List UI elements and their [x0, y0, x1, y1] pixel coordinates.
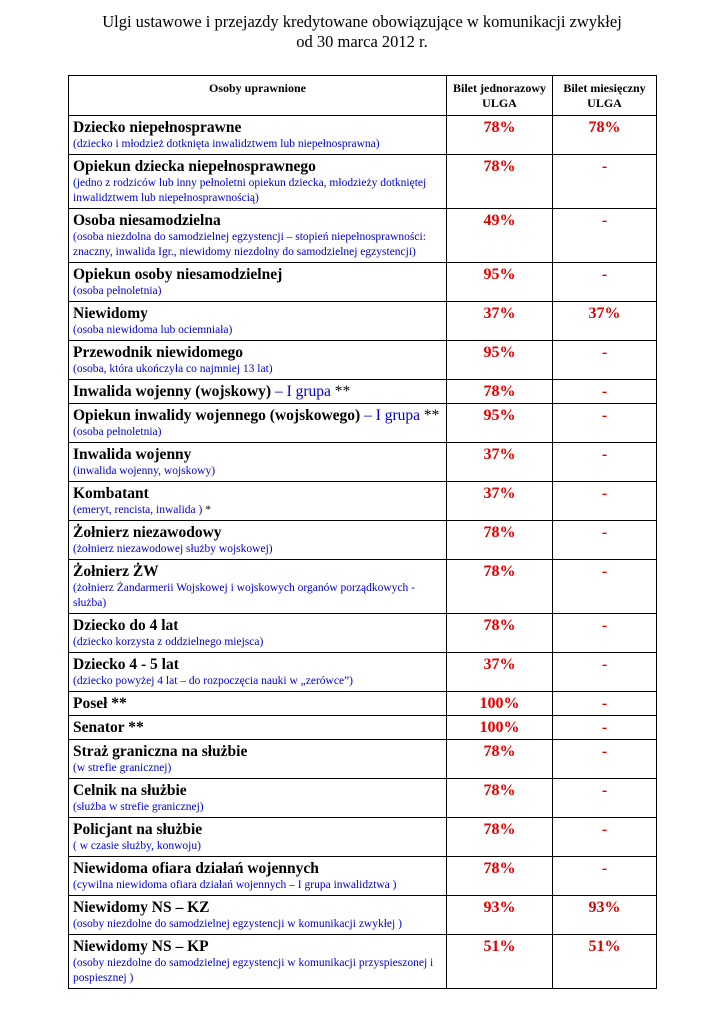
person-description-text: (emeryt, rencista, inwalida ): [73, 504, 206, 516]
monthly-ticket-discount: -: [553, 740, 657, 779]
single-ticket-discount: 100%: [447, 716, 553, 740]
eligible-person-cell: [69, 302, 447, 341]
table-row: [69, 443, 657, 482]
table-body: [69, 116, 657, 989]
person-description: [73, 323, 442, 338]
monthly-ticket-discount: -: [553, 692, 657, 716]
person-name: [73, 211, 442, 230]
single-ticket-discount: 95%: [447, 404, 553, 443]
title-line-2: od 30 marca 2012 r.: [296, 32, 428, 51]
eligible-person-cell: [69, 935, 447, 989]
eligible-person-cell: [69, 857, 447, 896]
eligible-person-cell: [69, 380, 447, 404]
header-single-ticket-line1: Bilet jednorazowy: [453, 81, 546, 95]
table-row: [69, 818, 657, 857]
person-name: [73, 445, 442, 464]
person-description-text: (żołnierz niezawodowej służby wojskowej): [73, 543, 273, 555]
person-name-text: Dziecko do 4 lat: [73, 617, 179, 634]
eligible-person-cell: [69, 263, 447, 302]
table-row: [69, 779, 657, 818]
table-row: [69, 302, 657, 341]
eligible-person-cell: [69, 653, 447, 692]
single-ticket-discount: 37%: [447, 443, 553, 482]
person-description: [73, 464, 442, 479]
person-description: [73, 800, 442, 815]
person-description: [73, 581, 442, 611]
eligible-person-cell: [69, 482, 447, 521]
person-description: [73, 503, 442, 518]
person-name-text: Przewodnik niewidomego: [73, 344, 244, 361]
person-name-text: Opiekun dziecka niepełnosprawnego: [73, 158, 316, 175]
single-ticket-discount: 78%: [447, 614, 553, 653]
person-name: [73, 118, 442, 137]
person-name-text: Niewidoma ofiara działań wojennych: [73, 860, 319, 877]
person-description-text: (inwalida wojenny, wojskowy): [73, 465, 216, 477]
eligible-person-cell: [69, 209, 447, 263]
person-name-text: Senator **: [73, 719, 144, 736]
monthly-ticket-discount: -: [553, 818, 657, 857]
person-description: [73, 761, 442, 776]
table-row: [69, 380, 657, 404]
person-name: [73, 157, 442, 176]
monthly-ticket-discount: -: [553, 779, 657, 818]
monthly-ticket-discount: -: [553, 263, 657, 302]
person-name-text: Policjant na służbie: [73, 821, 203, 838]
monthly-ticket-discount: -: [553, 560, 657, 614]
person-description-text: (osoba niewidoma lub ociemniała): [73, 324, 233, 336]
monthly-ticket-discount: -: [553, 614, 657, 653]
table-row: [69, 404, 657, 443]
monthly-ticket-discount: -: [553, 443, 657, 482]
person-description-text: ( w czasie służby, konwoju): [73, 840, 201, 852]
person-description-text: (w strefie granicznej): [73, 762, 172, 774]
table-row: [69, 521, 657, 560]
person-description: [73, 137, 442, 152]
disability-group: – I grupa: [271, 383, 335, 400]
eligible-person-cell: [69, 443, 447, 482]
person-description-text: (osoba pełnoletnia): [73, 285, 162, 297]
eligible-person-cell: [69, 716, 447, 740]
person-description: [73, 542, 442, 557]
person-description-text: (osoba niezdolna do samodzielnej egzystencji – stopień niepełnosprawności: znaczny, inwalida Igr., niewidomy niezdolny do samodzielnej egzystencji): [73, 231, 426, 258]
header-single-ticket-line2: ULGA: [482, 96, 517, 110]
table-row: [69, 896, 657, 935]
person-name: [73, 694, 442, 713]
person-name: [73, 343, 442, 362]
table-row: [69, 716, 657, 740]
person-description: [73, 635, 442, 650]
header-monthly-ticket: [553, 76, 657, 116]
single-ticket-discount: 51%: [447, 935, 553, 989]
eligible-person-cell: [69, 740, 447, 779]
person-name-text: Niewidomy NS – KP: [73, 938, 209, 955]
person-description-text: (jedno z rodziców lub inny pełnoletni opiekun dziecka, młodzieży dotkniętej inwalidztwem lub niepełnosprawnością): [73, 177, 427, 204]
document-title: [0, 12, 724, 52]
table-row: [69, 653, 657, 692]
monthly-ticket-discount: -: [553, 380, 657, 404]
person-name: [73, 820, 442, 839]
single-ticket-discount: 78%: [447, 155, 553, 209]
table-row: [69, 263, 657, 302]
monthly-ticket-discount: -: [553, 209, 657, 263]
table-row: [69, 482, 657, 521]
table-row: [69, 692, 657, 716]
person-name: [73, 484, 442, 503]
person-name-text: Opiekun inwalidy wojennego (wojskowego): [73, 407, 361, 424]
disability-group: – I grupa: [360, 407, 424, 424]
discounts-table: [68, 75, 657, 989]
person-description: [73, 956, 442, 986]
person-name-text: Żołnierz niezawodowy: [73, 524, 222, 541]
person-name: [73, 898, 442, 917]
person-description: [73, 362, 442, 377]
person-name: [73, 562, 442, 581]
single-ticket-discount: 95%: [447, 341, 553, 380]
monthly-ticket-discount: 37%: [553, 302, 657, 341]
person-description: [73, 878, 442, 893]
person-description: [73, 839, 442, 854]
person-name-text: Dziecko niepełnosprawne: [73, 119, 242, 136]
monthly-ticket-discount: 93%: [553, 896, 657, 935]
person-name: [73, 406, 442, 425]
table-row: [69, 116, 657, 155]
person-name-text: Opiekun osoby niesamodzielnej: [73, 266, 283, 283]
single-ticket-discount: 49%: [447, 209, 553, 263]
monthly-ticket-discount: -: [553, 482, 657, 521]
header-eligible-persons: Osoby uprawnione: [69, 76, 447, 116]
table-row: [69, 614, 657, 653]
single-ticket-discount: 78%: [447, 779, 553, 818]
monthly-ticket-discount: 51%: [553, 935, 657, 989]
person-description-text: (cywilna niewidoma ofiara działań wojennych – I grupa inwalidztwa ): [73, 879, 397, 891]
person-description-text: (osoba pełnoletnia): [73, 426, 162, 438]
single-ticket-discount: 78%: [447, 818, 553, 857]
person-name: [73, 859, 442, 878]
person-description-text: (dziecko i młodzież dotknięta inwalidztwem lub niepełnosprawna): [73, 138, 380, 150]
single-ticket-discount: 93%: [447, 896, 553, 935]
person-description: [73, 230, 442, 260]
eligible-person-cell: [69, 818, 447, 857]
table-row: [69, 740, 657, 779]
person-name-text: Poseł **: [73, 695, 127, 712]
person-name: [73, 781, 442, 800]
eligible-person-cell: [69, 521, 447, 560]
single-ticket-discount: 37%: [447, 482, 553, 521]
person-name: [73, 616, 442, 635]
eligible-person-cell: [69, 404, 447, 443]
table-row: [69, 935, 657, 989]
single-ticket-discount: 78%: [447, 740, 553, 779]
monthly-ticket-discount: -: [553, 653, 657, 692]
table-row: [69, 857, 657, 896]
title-line-1: Ulgi ustawowe i przejazdy kredytowane obowiązujące w komunikacji zwykłej: [102, 12, 622, 31]
person-name-text: Straż graniczna na służbie: [73, 743, 248, 760]
monthly-ticket-discount: -: [553, 404, 657, 443]
person-name-text: Inwalida wojenny (wojskowy): [73, 383, 272, 400]
header-monthly-ticket-line2: ULGA: [587, 96, 622, 110]
table-header-row: [69, 76, 657, 116]
table-row: [69, 209, 657, 263]
person-name-text: Celnik na służbie: [73, 782, 187, 799]
person-name-text: Żołnierz ŻW: [73, 563, 159, 580]
person-name-text: Osoba niesamodzielna: [73, 212, 221, 229]
person-name: [73, 382, 442, 401]
person-description: [73, 176, 442, 206]
monthly-ticket-discount: -: [553, 857, 657, 896]
monthly-ticket-discount: -: [553, 521, 657, 560]
person-name-text: Inwalida wojenny: [73, 446, 192, 463]
person-name-text: Kombatant: [73, 485, 149, 502]
eligible-person-cell: [69, 155, 447, 209]
person-name: [73, 937, 442, 956]
footnote-marker: **: [423, 407, 440, 424]
table-row: [69, 341, 657, 380]
single-ticket-discount: 78%: [447, 116, 553, 155]
footnote-marker: **: [334, 383, 351, 400]
eligible-person-cell: [69, 116, 447, 155]
single-ticket-discount: 95%: [447, 263, 553, 302]
footnote-marker: *: [205, 504, 211, 516]
single-ticket-discount: 78%: [447, 560, 553, 614]
person-description: [73, 674, 442, 689]
monthly-ticket-discount: -: [553, 716, 657, 740]
single-ticket-discount: 37%: [447, 302, 553, 341]
person-description: [73, 917, 442, 932]
person-description: [73, 425, 442, 440]
single-ticket-discount: 78%: [447, 857, 553, 896]
person-description-text: (osoby niezdolne do samodzielnej egzystencji w komunikacji zwykłej ): [73, 918, 402, 930]
person-name: [73, 304, 442, 323]
single-ticket-discount: 78%: [447, 380, 553, 404]
monthly-ticket-discount: -: [553, 155, 657, 209]
person-name: [73, 265, 442, 284]
person-description-text: (żołnierz Żandarmerii Wojskowej i wojskowych organów porządkowych - służba): [73, 582, 415, 609]
eligible-person-cell: [69, 692, 447, 716]
single-ticket-discount: 78%: [447, 521, 553, 560]
person-name-text: Niewidomy: [73, 305, 148, 322]
person-name: [73, 742, 442, 761]
person-name: [73, 523, 442, 542]
single-ticket-discount: 37%: [447, 653, 553, 692]
person-description: [73, 284, 442, 299]
table-row: [69, 155, 657, 209]
person-name-text: Dziecko 4 - 5 lat: [73, 656, 179, 673]
eligible-person-cell: [69, 896, 447, 935]
person-description-text: (dziecko powyżej 4 lat – do rozpoczęcia nauki w „zerówce”): [73, 675, 354, 687]
person-name: [73, 718, 442, 737]
monthly-ticket-discount: 78%: [553, 116, 657, 155]
eligible-person-cell: [69, 341, 447, 380]
person-name: [73, 655, 442, 674]
person-description-text: (osoba, która ukończyła co najmniej 13 lat): [73, 363, 273, 375]
person-name-text: Niewidomy NS – KZ: [73, 899, 210, 916]
monthly-ticket-discount: -: [553, 341, 657, 380]
header-single-ticket: [447, 76, 553, 116]
eligible-person-cell: [69, 560, 447, 614]
table-row: [69, 560, 657, 614]
person-description-text: (służba w strefie granicznej): [73, 801, 204, 813]
person-description-text: (dziecko korzysta z oddzielnego miejsca): [73, 636, 264, 648]
header-monthly-ticket-line1: Bilet miesięczny: [563, 81, 646, 95]
person-description-text: (osoby niezdolne do samodzielnej egzystencji w komunikacji przyspieszonej i pospiesznej ): [73, 957, 434, 984]
eligible-person-cell: [69, 614, 447, 653]
eligible-person-cell: [69, 779, 447, 818]
single-ticket-discount: 100%: [447, 692, 553, 716]
